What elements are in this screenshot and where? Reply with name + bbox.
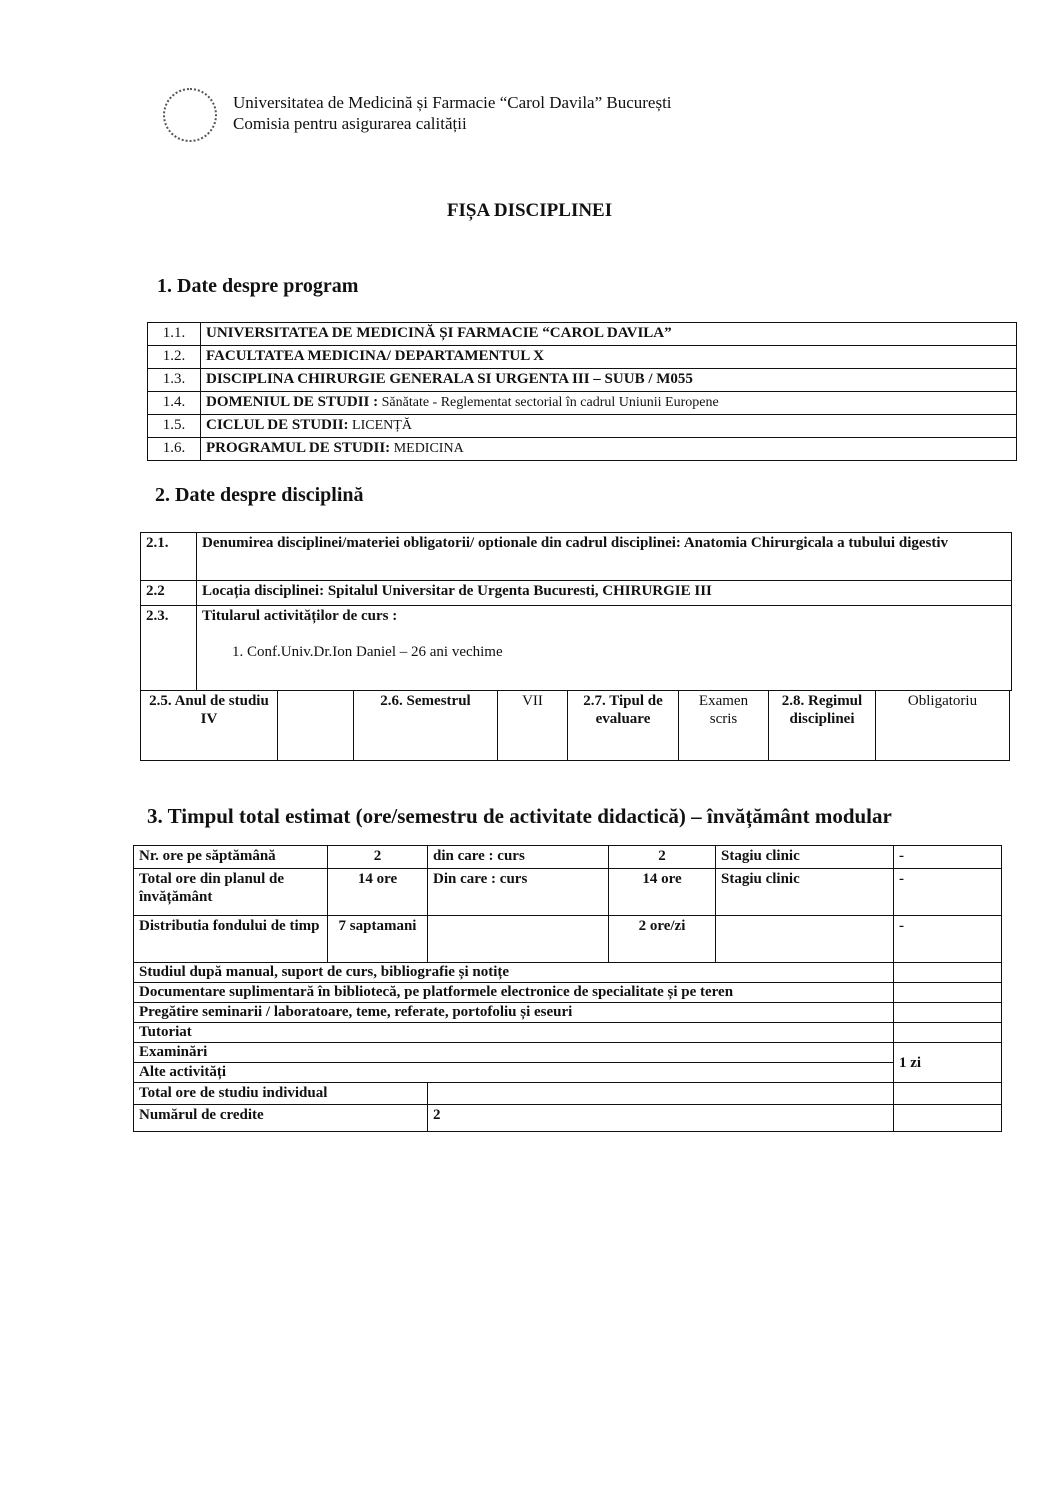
row-number: 1.2.	[148, 346, 201, 369]
activity-row	[134, 1023, 1002, 1043]
row-number: 1.1.	[148, 323, 201, 346]
time-cell	[716, 916, 894, 963]
program-row	[148, 415, 1017, 438]
time-cell: Stagiu clinic	[716, 869, 894, 916]
program-row	[148, 392, 1017, 415]
time-cell: din care : curs	[428, 846, 609, 869]
evaluation-value: Examen scris	[679, 691, 769, 761]
activity-label: Examinări	[134, 1043, 894, 1063]
row-value: LICENȚĂ	[348, 418, 412, 433]
row-value: MEDICINA	[390, 441, 464, 456]
row-number: 1.6.	[148, 438, 201, 461]
row-label: UNIVERSITATEA DE MEDICINĂ ȘI FARMACIE “CAROL DAVILA”	[206, 325, 672, 341]
row-label: DISCIPLINA CHIRURGIE GENERALA SI URGENTA III – SUUB / M055	[206, 371, 693, 387]
time-cell: Total ore din planul de învățământ	[134, 869, 328, 916]
row-label: DOMENIUL DE STUDII :	[206, 394, 379, 410]
semester-label: 2.6. Semestrul	[354, 691, 498, 761]
program-row	[148, 346, 1017, 369]
row-value: Sănătate - Reglementat sectorial în cadrul Uniunii Europene	[378, 395, 719, 410]
program-table	[147, 322, 1017, 461]
time-cell: 14 ore	[609, 869, 716, 916]
discipline-location: Locația disciplinei: Spitalul Universitar de Urgenta Bucuresti, CHIRURGIE III	[197, 581, 1012, 606]
time-cell: 2	[328, 846, 428, 869]
activity-row	[134, 1003, 1002, 1023]
university-logo	[163, 88, 217, 142]
evaluation-label: 2.7. Tipul de evaluare	[568, 691, 679, 761]
course-holder: 1. Conf.Univ.Dr.Ion Daniel – 26 ani vechime	[232, 644, 503, 660]
year-value: IV	[200, 711, 218, 727]
time-row	[134, 869, 1002, 916]
credits-row	[134, 1105, 1002, 1132]
row-number: 2.1.	[141, 533, 197, 581]
total-row	[134, 1083, 1002, 1105]
time-cell: 7 saptamani	[328, 916, 428, 963]
university-name: Universitatea de Medicină și Farmacie “Carol Davila” București	[233, 93, 672, 112]
time-table	[133, 845, 1002, 1132]
row-number: 2.3.	[141, 606, 197, 691]
time-row	[134, 916, 1002, 963]
discipline-details-table	[140, 690, 1010, 761]
activity-row	[134, 983, 1002, 1003]
row-number: 1.3.	[148, 369, 201, 392]
credits-value: 2	[428, 1105, 894, 1132]
activity-label: Alte activități	[134, 1063, 894, 1083]
row-label: PROGRAMUL DE STUDII:	[206, 440, 391, 456]
time-row	[134, 846, 1002, 869]
time-cell: Distributia fondului de timp	[134, 916, 328, 963]
time-cell: -	[894, 869, 1002, 916]
activity-row	[134, 1043, 1002, 1063]
activity-label: Studiul după manual, suport de curs, bibliografie și notițe	[134, 963, 894, 983]
activity-label: Pregătire seminarii / laboratoare, teme, referate, portofoliu și eseuri	[134, 1003, 894, 1023]
discipline-table	[140, 532, 1012, 691]
exam-value: 1 zi	[894, 1043, 1002, 1083]
activity-label: Tutoriat	[134, 1023, 894, 1043]
row-number: 2.2	[141, 581, 197, 606]
time-cell: -	[894, 916, 1002, 963]
time-cell: 2	[609, 846, 716, 869]
page-title: FIȘA DISCIPLINEI	[446, 200, 613, 221]
row-number: 1.5.	[148, 415, 201, 438]
row-label: FACULTATEA MEDICINA/ DEPARTAMENTUL X	[206, 348, 544, 364]
semester-value: VII	[498, 691, 568, 761]
year-label: 2.5. Anul de studiu	[149, 693, 269, 709]
time-cell: Stagiu clinic	[716, 846, 894, 869]
document-header	[233, 92, 672, 134]
time-cell: Nr. ore pe săptămână	[134, 846, 328, 869]
time-cell: 2 ore/zi	[609, 916, 716, 963]
total-label: Total ore de studiu individual	[134, 1083, 428, 1105]
activity-row	[134, 1063, 1002, 1083]
course-holder-label: Titularul activităților de curs :	[202, 608, 398, 624]
credits-label: Numărul de credite	[134, 1105, 428, 1132]
time-cell: 14 ore	[328, 869, 428, 916]
section2-heading: 2. Date despre disciplină	[155, 484, 364, 506]
regime-value: Obligatoriu	[876, 691, 1010, 761]
activity-label: Documentare suplimentară în bibliotecă, pe platformele electronice de specialitate și pe teren	[134, 983, 894, 1003]
program-row	[148, 369, 1017, 392]
time-cell	[428, 916, 609, 963]
program-row	[148, 438, 1017, 461]
commission-name: Comisia pentru asigurarea calității	[233, 114, 467, 133]
program-row	[148, 323, 1017, 346]
row-label: CICLUL DE STUDII:	[206, 417, 349, 433]
discipline-name: Denumirea disciplinei/materiei obligatorii/ optionale din cadrul disciplinei: Anatomia Chirurgicala a tubului digestiv	[197, 533, 1012, 581]
activity-row	[134, 963, 1002, 983]
section1-heading: 1. Date despre program	[157, 275, 359, 297]
row-number: 1.4.	[148, 392, 201, 415]
time-cell: -	[894, 846, 1002, 869]
section3-heading: 3. Timpul total estimat (ore/semestru de activitate didactică) – învățământ modular	[147, 804, 892, 828]
regime-label: 2.8. Regimul disciplinei	[769, 691, 876, 761]
time-cell: Din care : curs	[428, 869, 609, 916]
